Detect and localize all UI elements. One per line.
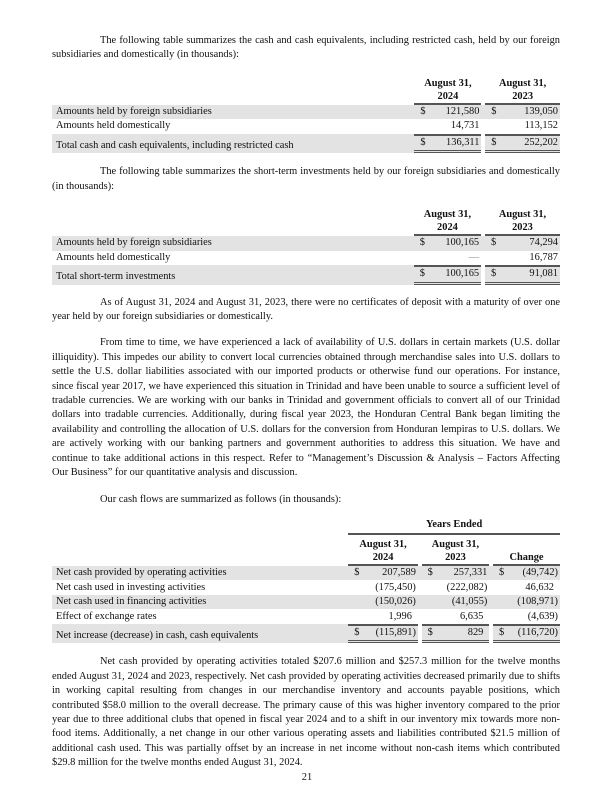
- value-2024: (175,450): [375, 581, 416, 593]
- document-page: [52, 34, 560, 771]
- col-header-2024-line1: August 31,: [423, 209, 472, 221]
- table-header: [52, 208, 560, 236]
- col-header-2024-line2: 2024: [437, 90, 459, 102]
- row-label: Net cash used in investing activities: [56, 581, 206, 593]
- value-2023: 139,050: [503, 105, 560, 120]
- value-2023: 6,635: [459, 610, 484, 622]
- col-header-2024-line2: 2024: [437, 222, 458, 234]
- dollar-sign: [348, 580, 365, 595]
- dollar-sign: $: [493, 624, 510, 644]
- dollar-sign: $: [485, 134, 503, 154]
- value-2024: 14,731: [450, 120, 480, 132]
- dollar-sign: [422, 595, 439, 610]
- cash-equivalents-table: [52, 77, 560, 154]
- dollar-sign: $: [414, 134, 432, 154]
- table-row: [52, 595, 560, 610]
- table-row-total: [52, 624, 560, 644]
- col-header-2023-line1: August 31,: [498, 77, 547, 89]
- intro-cashflow-table: Our cash flows are summarized as follows (in thousands):: [100, 493, 342, 505]
- table-row: [52, 119, 560, 134]
- value-2023: 257,331: [439, 566, 489, 581]
- row-label: Effect of exchange rates: [56, 610, 157, 622]
- table-row: [52, 609, 560, 624]
- dollar-sign: $: [422, 566, 439, 581]
- table-row: [52, 105, 560, 120]
- group-header-years-ended: Years Ended: [348, 518, 560, 535]
- value-2024: 207,589: [366, 566, 418, 581]
- dollar-sign: [493, 595, 510, 610]
- dollar-sign: $: [348, 624, 365, 644]
- dollar-sign: $: [422, 624, 439, 644]
- value-change: (108,971): [511, 595, 561, 610]
- col-header-2023-line2: 2023: [445, 551, 466, 563]
- dollar-sign: $: [485, 236, 503, 251]
- value-2024: (115,891): [366, 624, 418, 644]
- operating-activities-paragraph: Net cash provided by operating activities totaled $207.6 million and $257.3 million for the twelve months ended August 31, 2024 and 2023, respectively. Net cash provided by operating activities decreased primarily due to shifts in working capital resulting from changes in our merchandise inventory and accounts payable positions, which contributed $58.0 million to the overall decrease. The primary cause of this was higher inventory compared to the prior year due to three additional clubs that opened in fiscal year 2024 and to a shift in our inventory mix towards more non-food items. Additionally, a net change in our other various operating assets and liabilities contributed $21.5 million of additional cash used. This was partially offset by an increase in net income without non-cash items which contributed $29.8 million for the twelve months ended August 31, 2024.: [52, 656, 560, 769]
- row-label: Net increase (decrease) in cash, cash equivalents: [52, 624, 348, 644]
- dollar-sign: [348, 609, 365, 624]
- dollar-sign: [422, 580, 439, 595]
- value-2024: 1,996: [388, 610, 412, 622]
- value-change: (49,742): [511, 566, 561, 581]
- dollar-sign: [414, 251, 432, 266]
- dollar-sign: [414, 119, 432, 134]
- value-change: 46,632: [525, 581, 554, 593]
- value-change: (4,639): [527, 610, 558, 622]
- intro-cash-table: The following table summarizes the cash and cash equivalents, including restricted cash, held by our foreign subsidiaries and domestically (in thousands):: [52, 35, 560, 61]
- value-2024: 136,311: [432, 134, 481, 154]
- row-label: Total short-term investments: [52, 265, 414, 285]
- value-2023: (41,055): [439, 595, 489, 610]
- value-2023: (222,082): [446, 581, 488, 593]
- dollar-sign: [485, 119, 503, 134]
- col-header-change: Change: [493, 535, 560, 566]
- dollar-sign: $: [493, 566, 510, 581]
- col-header-2023-line2: 2023: [512, 222, 533, 234]
- table-row: [52, 580, 560, 595]
- col-header-2023-line1: August 31,: [498, 209, 547, 221]
- row-label: Net cash used in financing activities: [52, 595, 348, 610]
- value-2023: 113,152: [524, 120, 558, 132]
- table-group-header: [52, 518, 560, 535]
- row-label: Amounts held domestically: [56, 120, 171, 132]
- value-2024: 100,165: [432, 236, 482, 251]
- dollar-sign: $: [485, 265, 503, 285]
- illiquidity-paragraph: From time to time, we have experienced a lack of availability of U.S. dollars in certain markets (U.S. dollar illiquidity). This impedes our ability to convert local currencies obtained through merchandise sales into U.S. dollars to settle the U.S. dollar liabilities associated with our imported products or otherwise fund our operations. For instance, since fiscal year 2017, we have experienced this situation in Trinidad and have been unable to source a sufficient level of tradable currencies. We are working with our banks in Trinidad and government officials to convert all of our Trinidad dollars into tradable currencies. Additionally, during fiscal year 2023, the Honduran Central Bank began limiting the availability and controlling the allocation of U.S. dollars for the conversion from Honduran lempiras to U.S. dollars. We are actively working with our banking partners and government authorities to address this situation. We have and continue to take additional actions in this respect. Refer to “Management’s Discussion & Analysis – Factors Affecting Our Business” for our quantitative analysis and discussion.: [52, 337, 560, 479]
- dollar-sign: $: [414, 236, 432, 251]
- col-header-2023-line1: August 31,: [431, 538, 480, 550]
- table-header: [52, 77, 560, 105]
- dollar-sign: [422, 609, 439, 624]
- value-2023: 829: [439, 624, 489, 644]
- value-2023: 74,294: [503, 236, 560, 251]
- col-header-2024-line1: August 31,: [359, 538, 407, 550]
- page-number: 21: [301, 772, 313, 783]
- row-label: Total cash and cash equivalents, including restricted cash: [52, 134, 414, 154]
- value-2023: 16,787: [529, 251, 558, 263]
- dollar-sign: [348, 595, 365, 610]
- value-2024: —: [468, 251, 480, 263]
- col-header-2023-line2: 2023: [512, 90, 534, 102]
- dollar-sign: $: [348, 566, 365, 581]
- short-term-investments-table: [52, 208, 560, 285]
- table-row-total: [52, 134, 560, 154]
- table-row: [52, 251, 560, 266]
- col-header-2024-line2: 2024: [372, 551, 394, 563]
- value-2024: 121,580: [432, 105, 481, 120]
- dollar-sign: $: [485, 105, 503, 120]
- dollar-sign: [485, 251, 503, 266]
- certificates-paragraph: As of August 31, 2024 and August 31, 2023, there were no certificates of deposit with a maturity of over one year held by our foreign subsidiaries or domestically.: [52, 296, 560, 323]
- dollar-sign: [493, 580, 510, 595]
- row-label: Amounts held by foreign subsidiaries: [52, 236, 414, 251]
- table-row-total: [52, 265, 560, 285]
- table-row: [52, 236, 560, 251]
- dollar-sign: [493, 609, 510, 624]
- cash-flows-table: [52, 518, 560, 644]
- row-label: Amounts held domestically: [56, 251, 171, 263]
- col-header-2024-line1: August 31,: [424, 77, 472, 89]
- row-label: Net cash provided by operating activities: [52, 566, 348, 581]
- table-row: [52, 566, 560, 581]
- table-header: [52, 535, 560, 566]
- row-label: Amounts held by foreign subsidiaries: [52, 105, 414, 120]
- value-change: (116,720): [511, 624, 561, 644]
- value-2023: 91,081: [503, 265, 560, 285]
- value-2023: 252,202: [503, 134, 560, 154]
- intro-investments-table: The following table summarizes the short-term investments held by our foreign subsidiaries and domestically (in thousands):: [52, 166, 560, 192]
- value-2024: (150,026): [366, 595, 418, 610]
- value-2024: 100,165: [432, 265, 482, 285]
- dollar-sign: $: [414, 265, 432, 285]
- dollar-sign: $: [414, 105, 432, 120]
